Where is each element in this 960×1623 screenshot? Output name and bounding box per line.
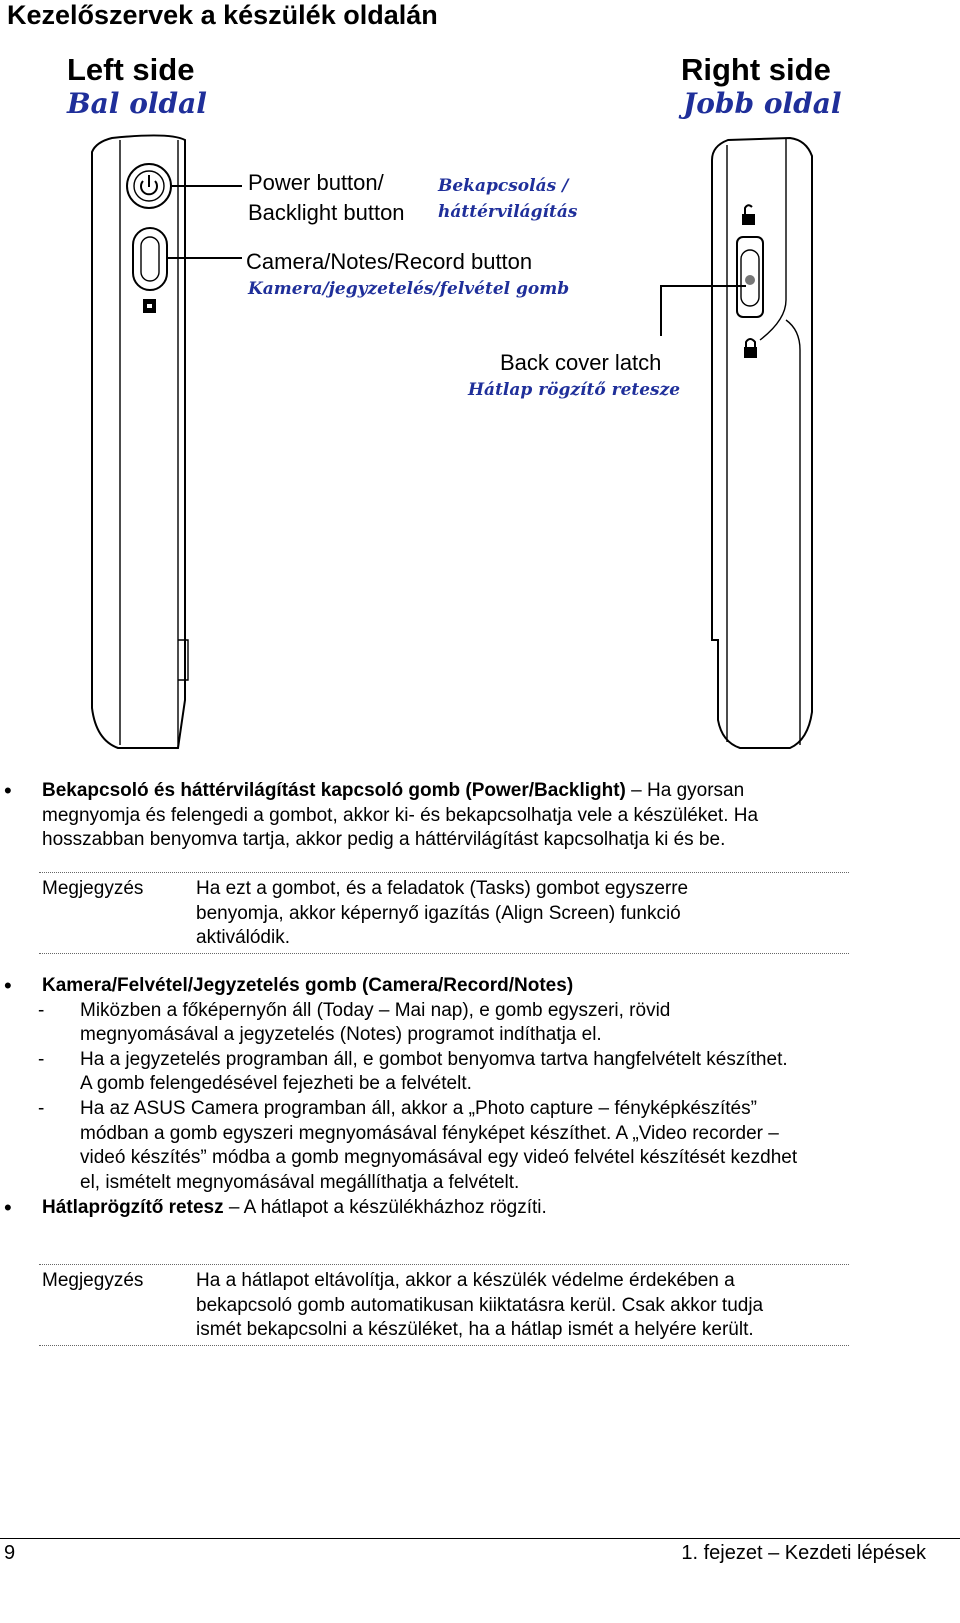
device-sides-figure [0,40,960,760]
power-label-hu: Bekapcsolás / [438,176,569,196]
camera-label: Camera/Notes/Record button [246,249,533,274]
power-item-line: megnyomja és felengedi a gombot, akkor ki- és bekapcsolhatja vele a készüléket. Ha [42,804,759,826]
bullet: • [4,778,12,803]
camera-item-heading: Kamera/Felvétel/Jegyzetelés gomb (Camera/Record/Notes) [42,975,574,996]
note-line: Ha ezt a gombot, és a feladatok (Tasks) gombot egyszerre [196,878,689,899]
sub-item-line: Ha az ASUS Camera programban áll, akkor a „Photo capture – fényképkészítés” [80,1098,757,1119]
dash-marker: - [38,999,45,1021]
sub-item-line: videó készítés” módba a gomb megnyomásával egy videó felvétel készítését kezdhet [80,1147,798,1169]
page-title: Kezelőszervek a készülék oldalán [7,0,438,30]
dash-marker: - [38,1048,45,1070]
left-side-heading: Left side [67,52,195,87]
note-line: benyomja, akkor képernyő igazítás (Align Screen) funkció [196,902,681,924]
backlight-label-hu: háttérvilágítás [438,202,578,222]
note-label: Megjegyzés [42,1270,144,1291]
sub-item-line: módban a gomb egyszeri megnyomásával fényképet készíthet. A „Video recorder – [80,1122,779,1144]
note-line: ismét bekapcsolni a készüléket, ha a hátlap ismét a helyére került. [196,1319,754,1341]
sub-item-line: A gomb felengedésével fejezheti be a felvételt. [80,1073,472,1095]
bullet: • [4,1195,12,1220]
right-side-heading: Right side [681,52,831,87]
power-item-text: – Ha gyorsan [625,780,745,801]
note-box [39,872,849,954]
sub-item-line: Ha a jegyzetelés programban áll, e gombot benyomva tartva hangfelvételt készíthet. [80,1048,788,1070]
right-side-heading-hu: Jobb oldal [683,87,842,120]
power-label: Power button/ [248,170,384,195]
note-line: aktiválódik. [196,927,290,949]
latch-label-hu: Hátlap rögzítő retesze [468,380,681,400]
sub-item-line: megnyomásával a jegyzetelés (Notes) programot indíthatja el. [80,1024,602,1046]
note-line: bekapcsoló gomb automatikusan kiiktatásra kerül. Csak akkor tudja [196,1294,764,1316]
power-item-heading: Bekapcsoló és háttérvilágítást kapcsoló gomb (Power/Backlight) [42,780,626,801]
dash-marker: - [38,1098,45,1119]
chapter-title: 1. fejezet – Kezdeti lépések [681,1542,926,1564]
right-device-outline [712,138,812,748]
latch-item-text: – A hátlapot a készülékházhoz rögzíti. [223,1197,547,1218]
left-side-heading-hu: Bal oldal [67,87,207,120]
latch-label: Back cover latch [500,350,662,375]
sub-item-line: el, ismételt megnyomásával megállíthatja a felvételt. [80,1171,520,1193]
note-box [39,1264,849,1346]
left-device-outline [92,135,188,748]
note-line: Ha a hátlapot eltávolítja, akkor a készülék védelme érdekében a [196,1270,735,1291]
bullet: • [4,973,12,998]
sub-item-line: Miközben a főképernyőn áll (Today – Mai nap), e gomb egyszeri, rövid [80,999,671,1021]
list-item-camera [4,973,922,999]
list-item-power [4,778,922,853]
list-item-latch [4,1195,922,1221]
latch-item-heading: Hátlaprögzítő retesz [42,1197,224,1218]
note-label: Megjegyzés [42,878,144,899]
camera-label-hu: Kamera/jegyzetelés/felvétel gomb [248,279,570,299]
page-number: 9 [4,1542,16,1564]
power-item-line: hosszabban benyomva tartja, akkor pedig a háttérvilágítást kapcsolhatja ki és be. [42,829,726,851]
footer-rule [0,1538,960,1539]
backlight-label: Backlight button [248,200,405,225]
